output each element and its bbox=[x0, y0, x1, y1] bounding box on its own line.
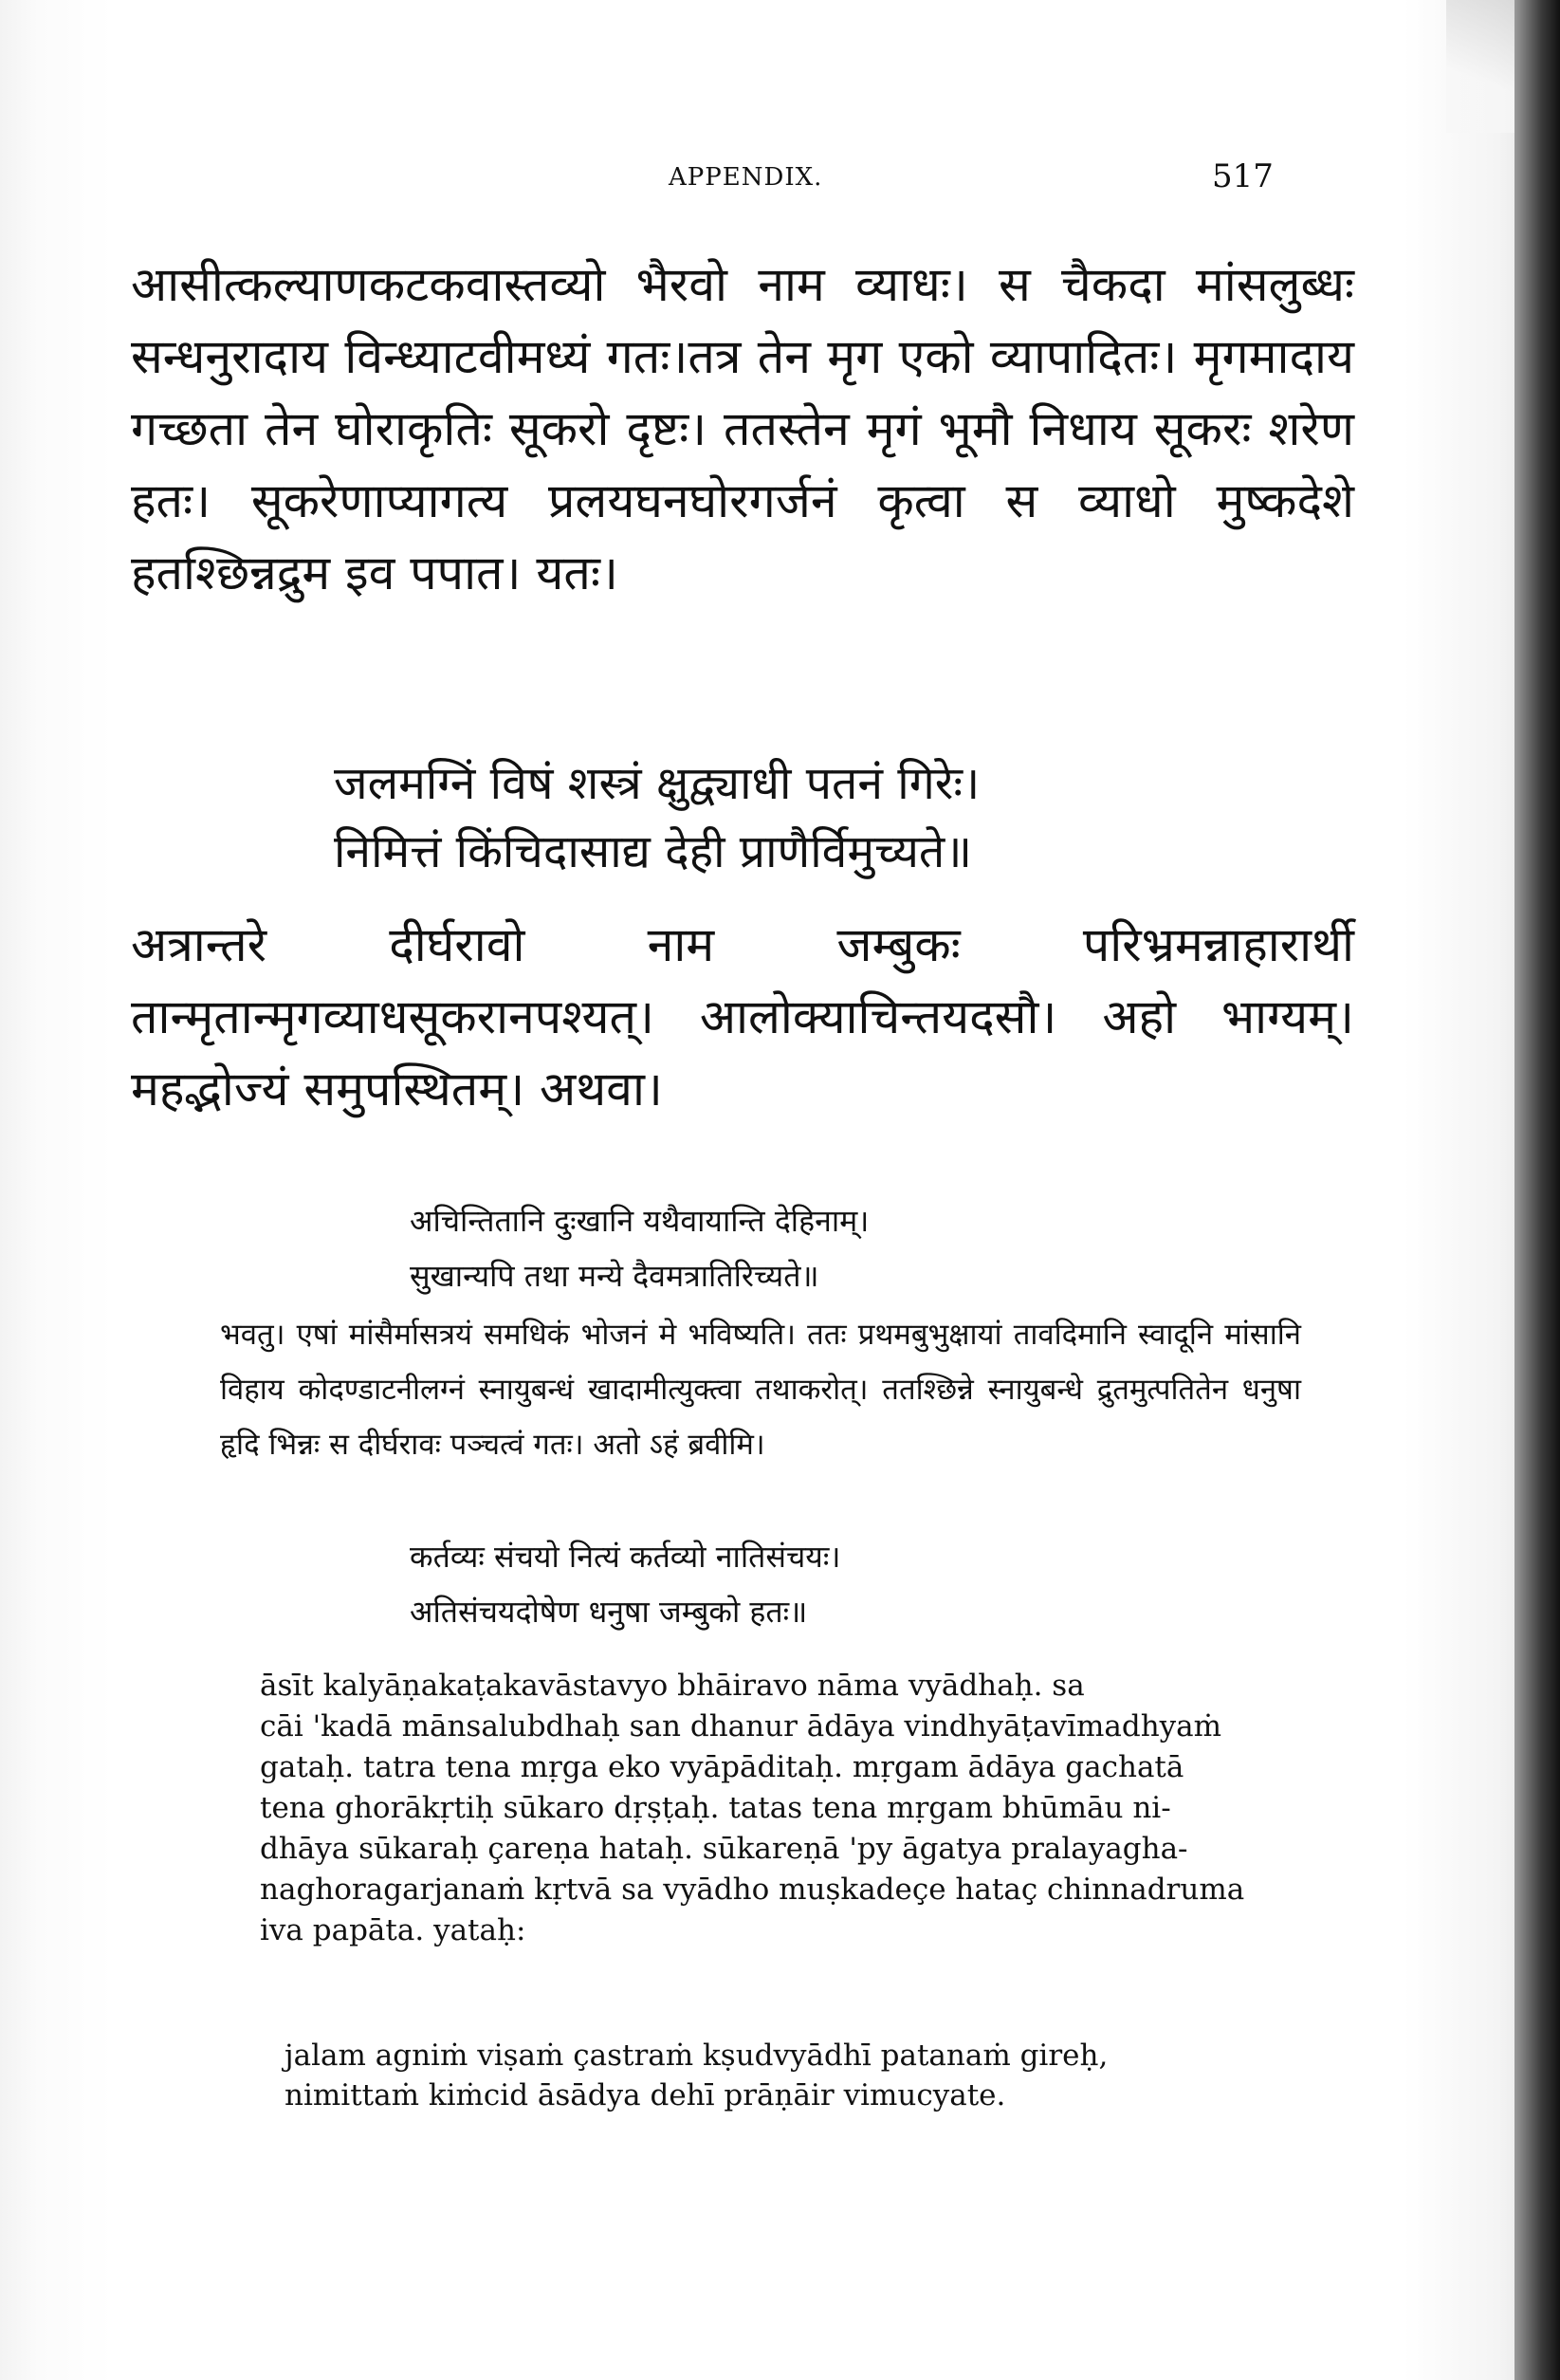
transliteration-line: naghoragarjanaṁ kṛtvā sa vyādho muṣkadeçe hataç chinnadruma bbox=[260, 1873, 1245, 1907]
verse-line: अचिन्तितानि दुःखानि यथैवायान्ति देहिनाम्। bbox=[410, 1203, 870, 1239]
devanagari-verse-2 bbox=[410, 1193, 869, 1303]
page-header bbox=[0, 157, 1527, 201]
devanagari-paragraph: अत्रान्तरे दीर्घरावो नाम जम्बुकः परिभ्रमन्नाहारार्थी तान्मृतान्मृगव्याधसूकरानपश्यत्। आलोक्याचिन्तयदसौ। अहो भाग्यम्। महद्भोज्यं समुपस्थितम्। अथवा। bbox=[131, 917, 1354, 1116]
verse-line: सुखान्यपि तथा मन्ये दैवमत्रातिरिच्यते॥ bbox=[410, 1258, 819, 1294]
devanagari-verse-1 bbox=[334, 749, 980, 886]
verse-line: अतिसंचयदोषेण धनुषा जम्बुको हतः॥ bbox=[410, 1594, 808, 1630]
devanagari-paragraph: आसीत्कल्याणकटकवास्तव्यो भैरवो नाम व्याधः। स चैकदा मांसलुब्धः सन्धनुरादाय विन्ध्याटवीमध्यं गतः।तत्र तेन मृग एको व्यापादितः। मृगमादाय गच्छता तेन घोराकृतिः सूकरो दृष्टः। ततस्तेन मृगं भूमौ निधाय सूकरः शरेण हतः। सूकरेणाप्यागत्य प्रलयघनघोरगर्जनं कृत्वा स व्याधो मुष्कदेशे हतश्छिन्नद्रुम इव पपात। यतः। bbox=[131, 257, 1354, 600]
transliteration-line: iva papāta. yataḥ: bbox=[260, 1913, 526, 1947]
transliteration-line: tena ghorākṛtiḥ sūkaro dṛṣṭaḥ. tatas tena mṛgam bhūmāu ni- bbox=[260, 1791, 1171, 1825]
verse-line: कर्तव्यः संचयो नित्यं कर्तव्यो नातिसंचयः। bbox=[410, 1539, 841, 1575]
running-head: APPENDIX. bbox=[669, 163, 823, 192]
page-curl bbox=[1446, 0, 1522, 133]
devanagari-prose-3 bbox=[220, 1307, 1301, 1472]
transliteration-prose bbox=[260, 1666, 1297, 1951]
transliteration-line: dhāya sūkaraḥ çareṇa hataḥ. sūkareṇā 'py āgatya pralayagha- bbox=[260, 1832, 1188, 1866]
devanagari-prose-1 bbox=[131, 249, 1354, 609]
devanagari-prose-2 bbox=[131, 909, 1354, 1125]
transliteration-line: gataḥ. tatra tena mṛga eko vyāpāditaḥ. mṛgam ādāya gachatā bbox=[260, 1750, 1184, 1784]
transliteration-verse-line: jalam agniṁ viṣaṁ çastraṁ kṣudvyādhī patanaṁ gireḥ, bbox=[284, 2039, 1109, 2073]
devanagari-verse-3 bbox=[410, 1529, 840, 1639]
verse-line: निमित्तं किंचिदासाद्य देही प्राणैर्विमुच्यते॥ bbox=[334, 825, 973, 878]
page-number: 517 bbox=[1212, 157, 1274, 195]
transliteration-verse-line: nimittaṁ kiṁcid āsādya dehī prāṇāir vimucyate. bbox=[284, 2078, 1006, 2112]
page-edge-shadow bbox=[1514, 0, 1560, 2380]
transliteration-line: cāi 'kadā mānsalubdhaḥ san dhanur ādāya vindhyāṭavīmadhyaṁ bbox=[260, 1709, 1222, 1743]
devanagari-paragraph: भवतु। एषां मांसैर्मासत्रयं समधिकं भोजनं मे भविष्यति। ततः प्रथमबुभुक्षायां तावदिमानि स्वादूनि मांसानि विहाय कोदण्डाटनीलग्नं स्नायुबन्धं खादामीत्युक्त्वा तथाकरोत्। ततश्छिन्ने स्नायुबन्धे द्रुतमुत्पतितेन धनुषा हृदि भिन्नः स दीर्घरावः पञ्चत्वं गतः। अतो ऽहं ब्रवीमि। bbox=[220, 1318, 1301, 1462]
transliteration-verse bbox=[284, 2036, 1108, 2115]
transliteration-line: āsīt kalyāṇakaṭakavāstavyo bhāiravo nāma vyādhaḥ. sa bbox=[260, 1669, 1085, 1703]
verse-line: जलमग्निं विषं शस्त्रं क्षुद्व्याधी पतनं गिरेः। bbox=[334, 757, 981, 810]
